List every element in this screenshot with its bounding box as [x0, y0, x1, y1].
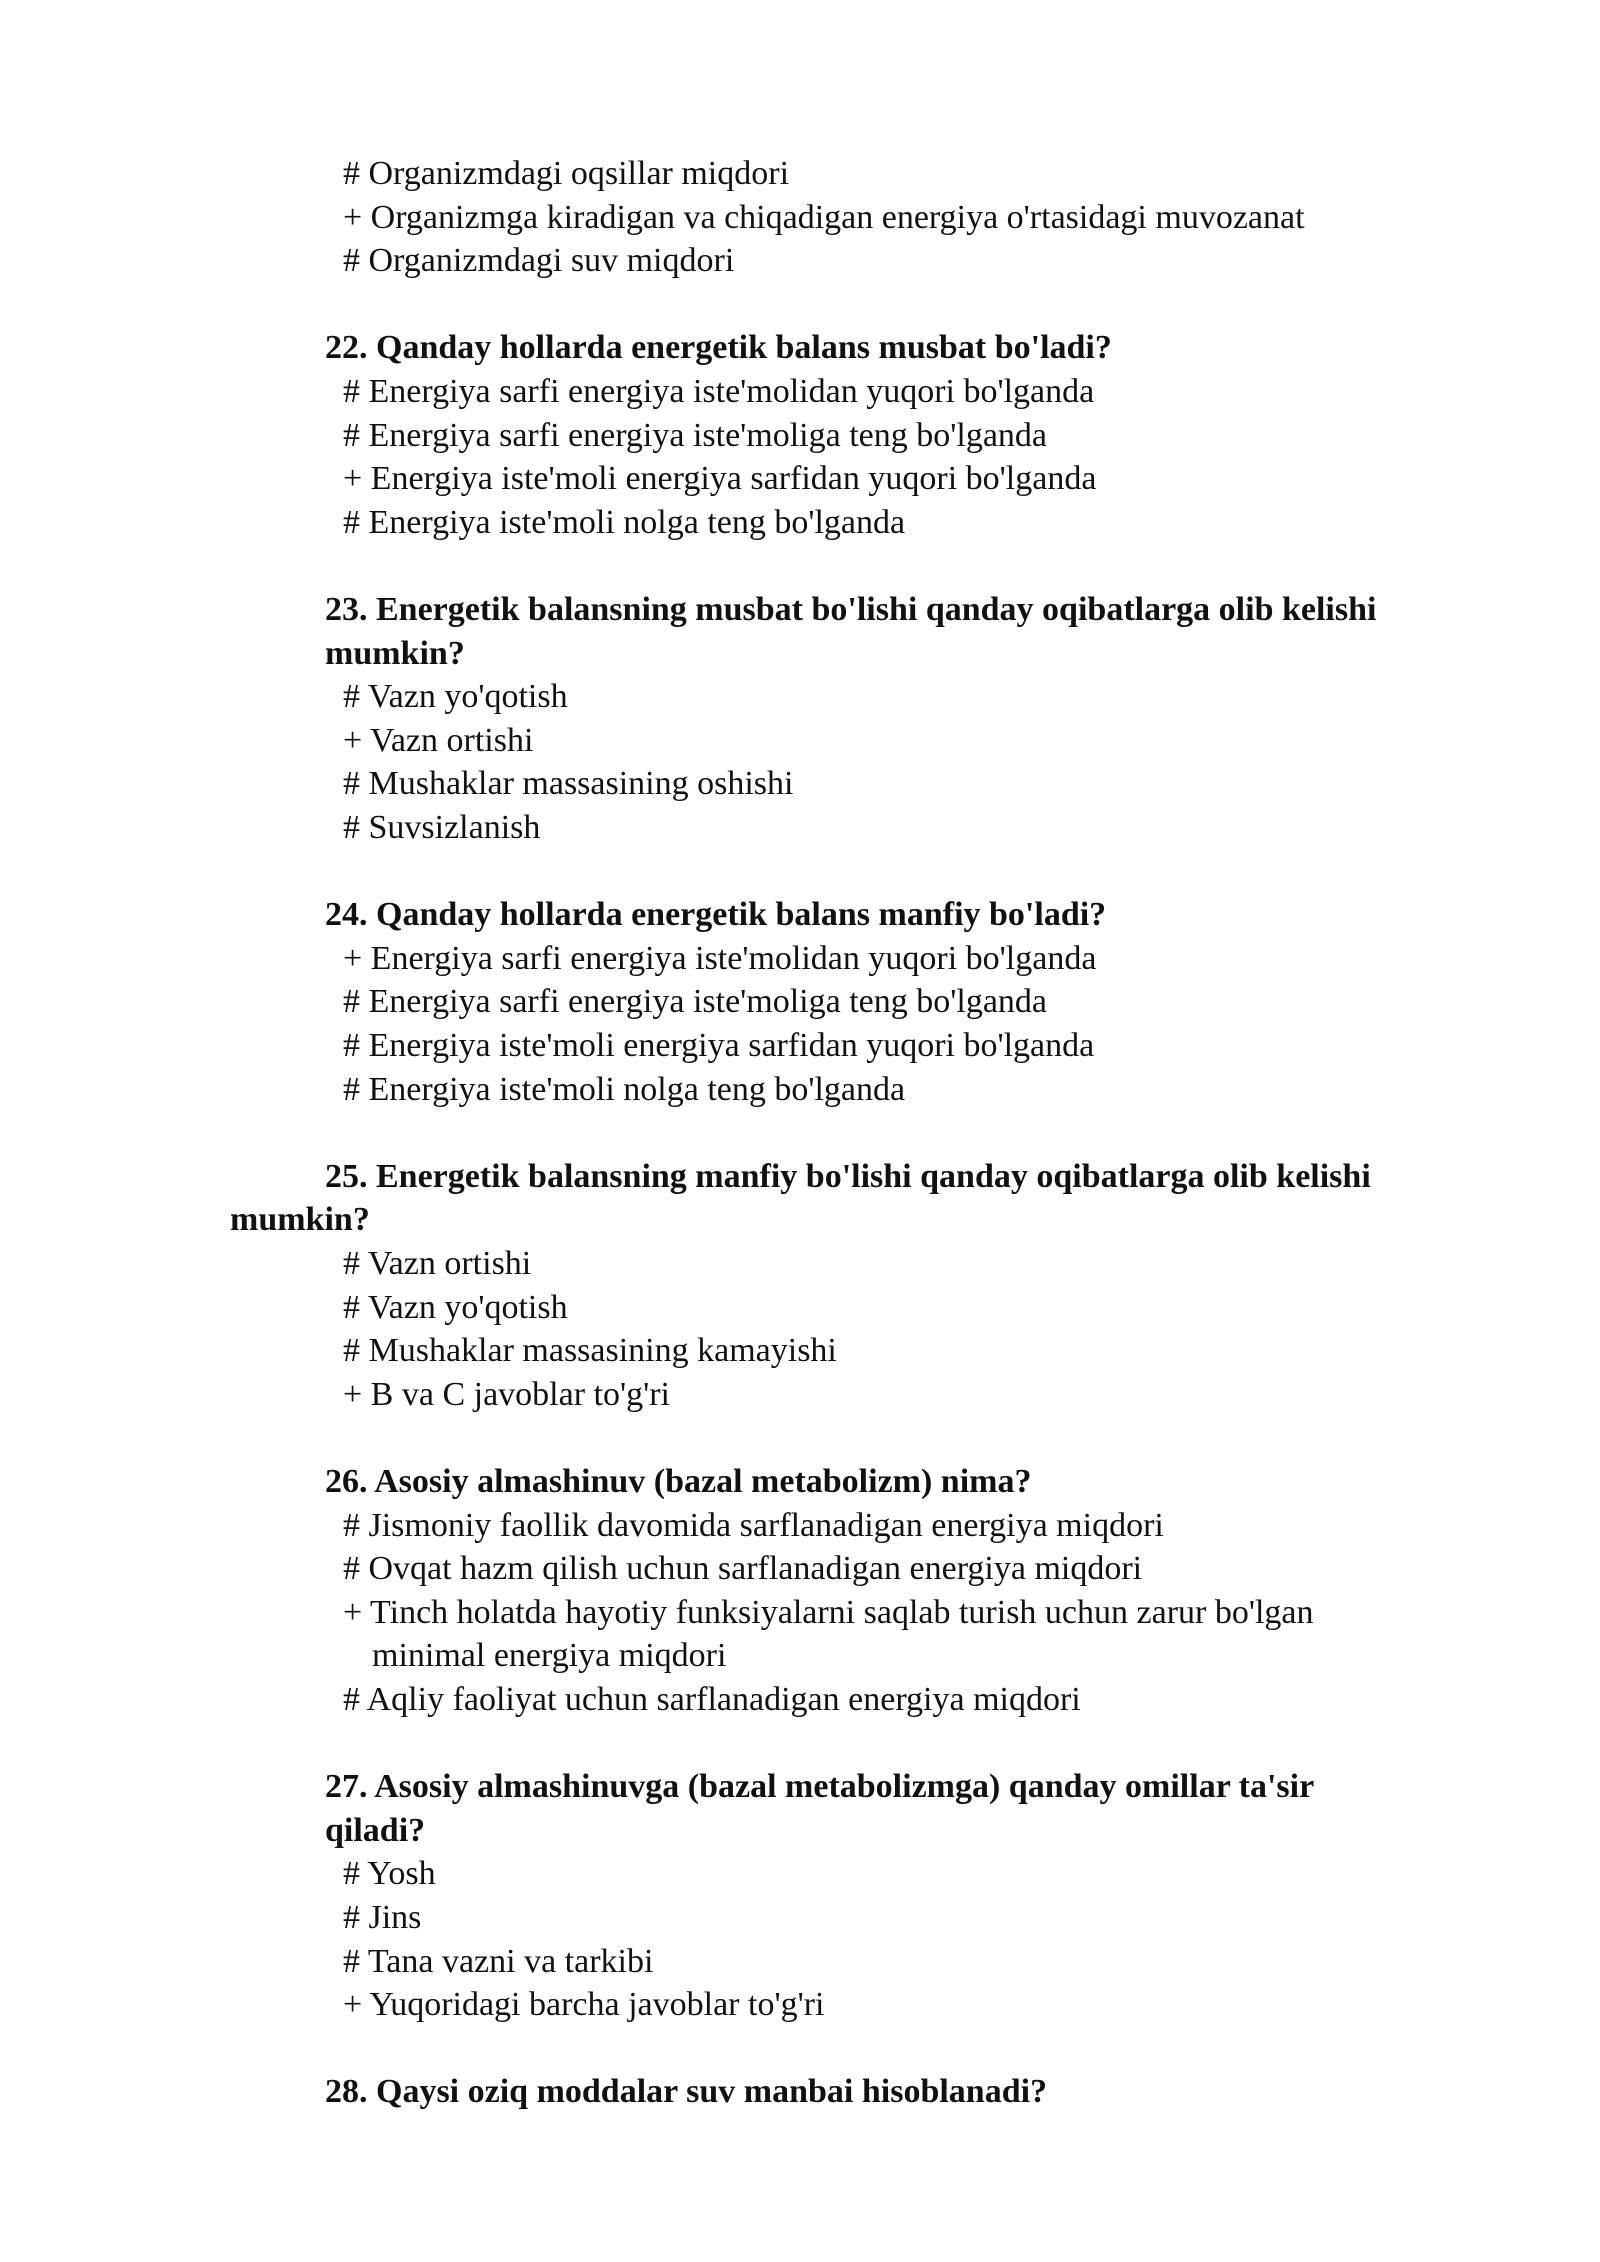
option-line: # Jins: [343, 1899, 422, 1936]
question-line-continuation: qiladi?: [325, 1811, 426, 1849]
option-line: # Tana vazni va tarkibi: [343, 1942, 654, 1980]
option-line: # Jismoniy faollik davomida sarflanadigan energiya miqdori: [343, 1506, 1164, 1544]
option-line: # Vazn ortishi: [343, 1245, 532, 1282]
option-line: + Energiya sarfi energiya iste'molidan yuqori bo'lganda: [343, 939, 1097, 977]
option-line: # Energiya iste'moli energiya sarfidan yuqori bo'lganda: [343, 1027, 1095, 1064]
option-line-continuation: minimal energiya miqdori: [372, 1637, 727, 1675]
option-line: # Aqliy faoliyat uchun sarflanadigan energiya miqdori: [343, 1681, 1081, 1718]
option-line: # Vazn yo'qotish: [343, 678, 568, 716]
question-line: mumkin?: [230, 1201, 370, 1239]
question-line: 24. Qanday hollarda energetik balans manfiy bo'ladi?: [325, 896, 1107, 934]
question-line: 27. Asosiy almashinuvga (bazal metabolizmga) qanday omillar ta'sir: [325, 1768, 1315, 1806]
option-line: # Suvsizlanish: [343, 809, 541, 846]
option-line: + Tinch holatda hayotiy funksiyalarni saqlab turish uchun zarur bo'lgan: [343, 1593, 1314, 1631]
option-line: + Energiya iste'moli energiya sarfidan yuqori bo'lganda: [343, 460, 1097, 498]
option-line: # Yosh: [343, 1855, 436, 1893]
option-line: + B va C javoblar to'g'ri: [343, 1375, 670, 1413]
question-line: 28. Qaysi oziq moddalar suv manbai hisoblanadi?: [325, 2073, 1048, 2111]
option-line: # Mushaklar massasining oshishi: [343, 765, 794, 803]
option-line: # Ovqat hazm qilish uchun sarflanadigan energiya miqdori: [343, 1550, 1143, 1588]
option-line: # Mushaklar massasining kamayishi: [343, 1332, 837, 1370]
option-line: # Energiya sarfi energiya iste'moliga teng bo'lganda: [343, 416, 1048, 454]
option-line: # Energiya sarfi energiya iste'molidan yuqori bo'lganda: [343, 373, 1095, 410]
question-line: 25. Energetik balansning manfiy bo'lishi qanday oqibatlarga olib kelishi: [325, 1157, 1371, 1195]
option-line: # Energiya sarfi energiya iste'moliga teng bo'lganda: [343, 983, 1048, 1021]
option-line: + Organizmga kiradigan va chiqadigan energiya o'rtasidagi muvozanat: [343, 198, 1305, 236]
option-line: # Vazn yo'qotish: [343, 1288, 568, 1326]
question-line: 26. Asosiy almashinuv (bazal metabolizm) nima?: [325, 1463, 1032, 1500]
option-line: + Vazn ortishi: [343, 721, 534, 759]
option-line: # Organizmdagi suv miqdori: [343, 242, 735, 280]
question-line: 22. Qanday hollarda energetik balans musbat bo'ladi?: [325, 329, 1112, 367]
question-line: 23. Energetik balansning musbat bo'lishi qanday oqibatlarga olib kelishi: [325, 591, 1377, 628]
option-line: # Energiya iste'moli nolga teng bo'lganda: [343, 503, 906, 541]
option-line: + Yuqoridagi barcha javoblar to'g'ri: [343, 1986, 825, 2024]
question-line-continuation: mumkin?: [325, 634, 465, 672]
option-line: # Energiya iste'moli nolga teng bo'lganda: [343, 1070, 906, 1108]
option-line: # Organizmdagi oqsillar miqdori: [343, 155, 790, 192]
